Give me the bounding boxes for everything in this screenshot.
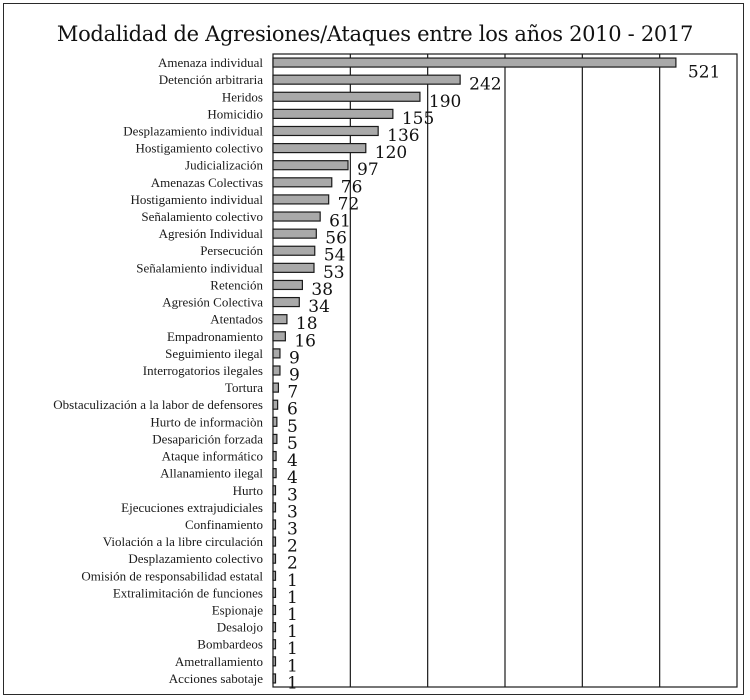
category-label: Retención xyxy=(210,277,263,293)
bar xyxy=(273,161,348,170)
value-label: 54 xyxy=(323,245,346,266)
category-label: Agresión Colectiva xyxy=(162,294,263,310)
category-label: Detención arbitraria xyxy=(158,72,263,88)
value-label: 5 xyxy=(287,433,298,454)
value-label: 34 xyxy=(308,297,330,318)
value-label: 61 xyxy=(329,211,351,232)
bar xyxy=(273,537,276,546)
value-label: 16 xyxy=(294,331,317,352)
value-label: 7 xyxy=(287,382,299,403)
bar xyxy=(273,246,315,255)
value-label: 1 xyxy=(287,570,298,591)
value-label: 56 xyxy=(325,228,347,249)
category-label: Bombardeos xyxy=(197,636,263,652)
category-label: Agresión Individual xyxy=(158,226,263,242)
value-label: 1 xyxy=(287,656,298,677)
category-label: Seguimiento ilegal xyxy=(165,345,263,361)
bar xyxy=(273,58,676,67)
bar xyxy=(273,486,276,495)
category-label: Señalamiento individual xyxy=(136,260,263,276)
category-label: Interrogatorios ilegales xyxy=(142,363,263,378)
category-label: Acciones sabotaje xyxy=(168,670,263,686)
value-label: 2 xyxy=(287,553,298,574)
bar xyxy=(273,263,314,272)
value-label: 72 xyxy=(337,194,360,215)
value-label: 53 xyxy=(322,262,345,283)
bar xyxy=(273,75,460,84)
bar xyxy=(273,520,276,529)
bar xyxy=(273,400,278,409)
category-label: Violación a la libre circulación xyxy=(102,534,263,550)
category-label: Hurto de informaciòn xyxy=(150,414,263,430)
category-label: Confinamiento xyxy=(185,516,263,532)
bar xyxy=(273,417,277,426)
category-label: Ametrallamiento xyxy=(174,653,263,669)
value-label: 136 xyxy=(387,125,420,146)
value-label: 3 xyxy=(287,519,298,540)
value-label: 18 xyxy=(295,314,318,335)
bar xyxy=(273,674,276,683)
bar xyxy=(273,554,276,563)
category-label: Hostigamiento individual xyxy=(130,191,263,207)
category-label: Desplazamiento individual xyxy=(123,123,263,139)
category-label: Desplazamiento colectivo xyxy=(128,551,263,567)
value-label: 38 xyxy=(311,279,334,300)
value-label: 76 xyxy=(340,177,363,198)
bar xyxy=(273,606,276,615)
category-label: Desaparición forzada xyxy=(152,431,263,447)
value-label: 1 xyxy=(287,605,298,626)
bar xyxy=(273,195,329,204)
category-label: Hurto xyxy=(232,482,263,498)
bar xyxy=(273,383,278,392)
bar xyxy=(273,657,276,666)
chart-title: Modalidad de Agresiones/Ataques entre los años 2010 - 2017 xyxy=(56,22,694,46)
bar xyxy=(273,623,276,632)
bar xyxy=(273,178,332,187)
category-label: Heridos xyxy=(221,89,263,105)
category-label: Extralimitación de funciones xyxy=(112,585,263,601)
bar xyxy=(273,212,320,221)
bar xyxy=(273,571,276,580)
value-label: 1 xyxy=(287,639,298,660)
bar xyxy=(273,280,302,289)
bar xyxy=(273,503,276,512)
value-label: 2 xyxy=(287,536,298,557)
category-label: Hostigamiento colectivo xyxy=(135,140,263,156)
category-label: Obstaculización a la labor de defensores xyxy=(53,397,263,413)
value-label: 97 xyxy=(357,160,379,181)
bar xyxy=(273,588,276,597)
category-label: Homicidio xyxy=(207,106,263,122)
category-label: Persecución xyxy=(200,243,263,259)
category-label: Tortura xyxy=(224,380,263,396)
category-label: Espionaje xyxy=(211,602,263,618)
category-label: Amenazas Colectivas xyxy=(150,174,263,190)
value-label: 3 xyxy=(287,502,298,523)
category-label: Judicialización xyxy=(185,157,263,173)
bar xyxy=(273,229,316,238)
category-label: Allanamiento ilegal xyxy=(160,465,263,481)
value-label: 242 xyxy=(469,74,502,95)
value-label: 9 xyxy=(288,365,300,386)
value-label: 4 xyxy=(287,468,298,489)
bar xyxy=(273,452,276,461)
value-label: 190 xyxy=(428,91,462,112)
value-label: 521 xyxy=(687,62,721,83)
bar xyxy=(273,92,420,101)
bar xyxy=(273,315,287,324)
value-label: 5 xyxy=(287,416,298,437)
value-label: 3 xyxy=(287,485,298,506)
bar xyxy=(273,332,285,341)
category-label: Omisión de responsabilidad estatal xyxy=(81,568,263,584)
category-label: Señalamiento colectivo xyxy=(141,209,263,225)
value-label: 120 xyxy=(374,143,408,164)
bar xyxy=(273,640,276,649)
bar xyxy=(273,126,378,135)
bar xyxy=(273,298,299,307)
bar xyxy=(273,349,280,358)
value-label: 1 xyxy=(287,622,298,643)
bar xyxy=(273,109,393,118)
bar xyxy=(273,469,276,478)
value-label: 1 xyxy=(287,587,298,608)
value-label: 4 xyxy=(287,451,298,472)
value-label: 155 xyxy=(401,108,435,129)
category-label: Amenaza individual xyxy=(157,55,263,71)
value-label: 6 xyxy=(287,399,298,420)
category-label: Atentados xyxy=(210,311,263,327)
category-label: Desalojo xyxy=(216,619,263,635)
bar xyxy=(273,434,277,443)
value-label: 9 xyxy=(288,348,300,369)
bar xyxy=(273,366,280,375)
category-label: Ataque informático xyxy=(161,448,263,464)
category-label: Empadronamiento xyxy=(166,328,263,344)
category-label: Ejecuciones extrajudiciales xyxy=(121,499,263,515)
value-label: 1 xyxy=(287,673,298,694)
bar xyxy=(273,144,366,153)
